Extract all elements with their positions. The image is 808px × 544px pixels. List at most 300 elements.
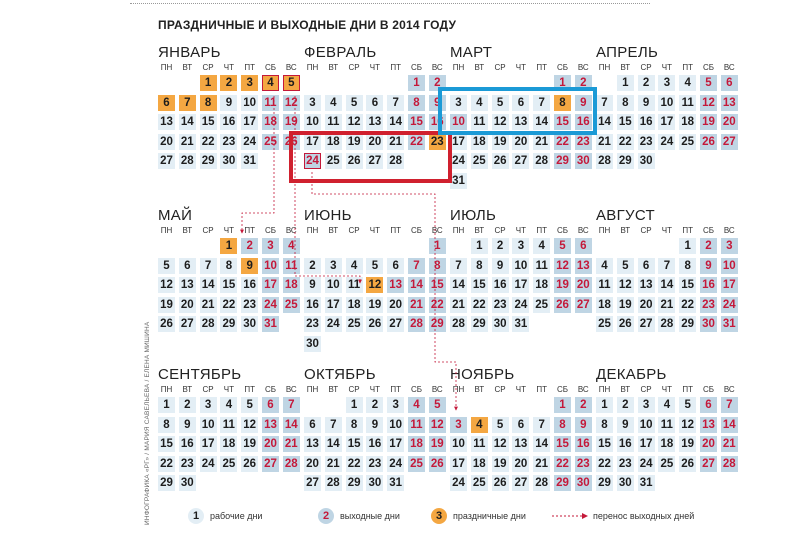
day-cell: 18 — [596, 297, 613, 313]
day-cell: 28 — [408, 316, 425, 332]
day-cell: 2 — [366, 397, 383, 413]
day-cell: 6 — [366, 95, 383, 111]
day-cell: 22 — [554, 456, 571, 472]
day-cell: 3 — [721, 238, 738, 254]
day-cell: 30 — [575, 475, 592, 491]
day-cell: 28 — [200, 316, 217, 332]
day-cell: 11 — [533, 258, 550, 274]
day-cell: 25 — [346, 316, 363, 332]
day-cell: 8 — [429, 258, 446, 274]
weekday-header: ВТ — [182, 226, 193, 235]
day-cell: 4 — [679, 75, 696, 91]
day-cell: 26 — [346, 153, 363, 169]
day-cell: 11 — [346, 277, 363, 293]
day-cell: 20 — [179, 297, 196, 313]
day-cell: 20 — [366, 134, 383, 150]
weekday-header: ВС — [723, 385, 735, 394]
weekday-header: ВС — [285, 385, 297, 394]
day-cell: 26 — [554, 297, 571, 313]
day-cell: 29 — [158, 475, 175, 491]
day-cell: 1 — [596, 397, 613, 413]
day-cell: 23 — [241, 297, 258, 313]
day-cell: 27 — [638, 316, 655, 332]
weekday-header: ВС — [577, 63, 589, 72]
day-cell: 3 — [638, 397, 655, 413]
weekday-header: ПН — [452, 385, 465, 394]
day-cell: 21 — [450, 297, 467, 313]
day-cell: 17 — [450, 456, 467, 472]
day-cell: 15 — [408, 114, 425, 130]
infographic-credit: ИНФОГРАФИКА «РГ» / МАРИЯ САВЕЛЬЕВА / ЕЛЕНА МИШИНА — [144, 321, 151, 525]
day-cell: 9 — [575, 95, 592, 111]
day-cell: 21 — [658, 297, 675, 313]
day-cell: 11 — [220, 417, 237, 433]
day-cell: 23 — [179, 456, 196, 472]
day-cell: 8 — [679, 258, 696, 274]
day-cell: 27 — [304, 475, 321, 491]
day-cell: 13 — [512, 114, 529, 130]
legend-holiday-swatch: 3 — [431, 508, 447, 524]
day-cell: 9 — [220, 95, 237, 111]
day-cell: 27 — [262, 456, 279, 472]
weekday-header: СР — [202, 385, 214, 394]
day-cell: 17 — [262, 277, 279, 293]
weekday-header: ПТ — [390, 226, 401, 235]
day-cell: 13 — [575, 258, 592, 274]
month-name: АВГУСТ — [596, 207, 655, 224]
weekday-header: ПТ — [682, 63, 693, 72]
weekday-header: ВС — [285, 63, 297, 72]
weekday-header: СБ — [556, 385, 569, 394]
day-cell: 5 — [366, 258, 383, 274]
day-cell: 20 — [387, 297, 404, 313]
day-cell: 13 — [638, 277, 655, 293]
day-cell: 28 — [533, 475, 550, 491]
day-cell: 29 — [596, 475, 613, 491]
day-cell: 27 — [179, 316, 196, 332]
day-cell: 9 — [575, 417, 592, 433]
day-cell: 8 — [346, 417, 363, 433]
day-cell: 25 — [679, 134, 696, 150]
day-cell: 24 — [200, 456, 217, 472]
weekday-header: СБ — [264, 385, 277, 394]
month-name: ФЕВРАЛЬ — [304, 44, 377, 61]
day-cell: 9 — [617, 417, 634, 433]
day-cell: 10 — [721, 258, 738, 274]
weekday-header: ВТ — [328, 226, 339, 235]
day-cell: 15 — [471, 277, 488, 293]
day-cell: 24 — [658, 134, 675, 150]
day-cell: 10 — [304, 114, 321, 130]
day-cell: 31 — [721, 316, 738, 332]
weekday-header: ПН — [598, 226, 611, 235]
day-cell: 25 — [408, 456, 425, 472]
day-cell: 28 — [596, 153, 613, 169]
day-cell: 2 — [617, 397, 634, 413]
day-cell: 11 — [658, 417, 675, 433]
month-block — [158, 366, 306, 516]
day-cell: 12 — [617, 277, 634, 293]
day-cell: 20 — [700, 436, 717, 452]
weekday-header: СБ — [410, 226, 423, 235]
day-cell: 23 — [575, 456, 592, 472]
weekday-header: ВС — [577, 226, 589, 235]
day-cell: 27 — [512, 475, 529, 491]
month-block — [596, 44, 744, 194]
day-cell: 7 — [658, 258, 675, 274]
day-cell: 16 — [304, 297, 321, 313]
day-cell: 28 — [658, 316, 675, 332]
day-cell: 2 — [220, 75, 237, 91]
day-cell: 17 — [638, 436, 655, 452]
day-cell: 11 — [471, 114, 488, 130]
day-cell: 12 — [346, 114, 363, 130]
weekday-header: ЧТ — [223, 63, 234, 72]
day-cell: 30 — [179, 475, 196, 491]
day-cell: 15 — [346, 436, 363, 452]
day-cell: 18 — [471, 134, 488, 150]
day-cell: 23 — [220, 134, 237, 150]
day-cell: 3 — [450, 417, 467, 433]
day-cell: 6 — [262, 397, 279, 413]
day-cell: 21 — [596, 134, 613, 150]
day-cell: 5 — [241, 397, 258, 413]
day-cell: 22 — [346, 456, 363, 472]
day-cell: 26 — [366, 316, 383, 332]
day-cell: 23 — [492, 297, 509, 313]
month-name: ОКТЯБРЬ — [304, 366, 376, 383]
weekday-header: ПН — [452, 63, 465, 72]
day-cell: 31 — [241, 153, 258, 169]
day-cell: 14 — [387, 114, 404, 130]
day-cell: 19 — [283, 114, 300, 130]
day-cell: 18 — [262, 114, 279, 130]
weekday-header: СР — [202, 63, 214, 72]
weekday-header: ПТ — [244, 226, 255, 235]
day-cell: 1 — [220, 238, 237, 254]
day-cell: 1 — [471, 238, 488, 254]
day-cell: 30 — [241, 316, 258, 332]
day-cell: 24 — [450, 475, 467, 491]
day-cell: 14 — [533, 436, 550, 452]
weekday-header: ВС — [285, 226, 297, 235]
day-cell: 31 — [638, 475, 655, 491]
day-cell: 11 — [679, 95, 696, 111]
day-cell: 4 — [658, 397, 675, 413]
day-cell: 27 — [366, 153, 383, 169]
day-cell: 24 — [512, 297, 529, 313]
day-cell: 2 — [304, 258, 321, 274]
weekday-header: ПН — [306, 385, 319, 394]
day-cell: 7 — [325, 417, 342, 433]
page-title: ПРАЗДНИЧНЫЕ И ВЫХОДНЫЕ ДНИ В 2014 ГОДУ — [158, 18, 457, 32]
day-cell: 14 — [325, 436, 342, 452]
day-cell: 2 — [492, 238, 509, 254]
day-cell: 26 — [241, 456, 258, 472]
day-cell: 28 — [179, 153, 196, 169]
day-cell: 10 — [450, 114, 467, 130]
weekday-header: СР — [494, 63, 506, 72]
month-name: СЕНТЯБРЬ — [158, 366, 242, 383]
day-cell: 29 — [554, 153, 571, 169]
day-cell: 13 — [721, 95, 738, 111]
day-cell: 25 — [262, 134, 279, 150]
day-cell: 8 — [158, 417, 175, 433]
day-cell: 22 — [596, 456, 613, 472]
day-cell: 16 — [366, 436, 383, 452]
day-cell: 15 — [679, 277, 696, 293]
day-cell: 12 — [700, 95, 717, 111]
day-cell: 1 — [679, 238, 696, 254]
day-cell: 17 — [304, 134, 321, 150]
weekday-header: ВС — [431, 385, 443, 394]
day-cell: 29 — [617, 153, 634, 169]
day-cell: 3 — [512, 238, 529, 254]
day-cell: 8 — [554, 417, 571, 433]
day-cell: 22 — [679, 297, 696, 313]
day-cell: 30 — [220, 153, 237, 169]
day-cell: 9 — [241, 258, 258, 274]
day-cell: 4 — [262, 75, 279, 91]
day-cell: 25 — [471, 153, 488, 169]
day-cell: 5 — [492, 417, 509, 433]
day-cell: 5 — [492, 95, 509, 111]
day-cell: 3 — [658, 75, 675, 91]
day-cell: 9 — [179, 417, 196, 433]
weekday-header: СР — [348, 226, 360, 235]
day-cell: 5 — [554, 238, 571, 254]
day-cell: 30 — [575, 153, 592, 169]
day-cell: 22 — [408, 134, 425, 150]
day-cell: 23 — [304, 316, 321, 332]
day-cell: 22 — [429, 297, 446, 313]
day-cell: 1 — [554, 75, 571, 91]
day-cell: 25 — [283, 297, 300, 313]
day-cell: 12 — [492, 436, 509, 452]
day-cell: 25 — [325, 153, 342, 169]
day-cell: 10 — [200, 417, 217, 433]
day-cell: 5 — [429, 397, 446, 413]
day-cell: 26 — [429, 456, 446, 472]
day-cell: 8 — [220, 258, 237, 274]
day-cell: 31 — [450, 173, 467, 189]
day-cell: 27 — [387, 316, 404, 332]
day-cell: 15 — [220, 277, 237, 293]
day-cell: 7 — [283, 397, 300, 413]
day-cell: 9 — [429, 95, 446, 111]
day-cell: 4 — [471, 417, 488, 433]
day-cell: 26 — [700, 134, 717, 150]
day-cell: 26 — [679, 456, 696, 472]
day-cell: 13 — [179, 277, 196, 293]
weekday-header: ЧТ — [515, 63, 526, 72]
day-cell: 29 — [471, 316, 488, 332]
day-cell: 24 — [241, 134, 258, 150]
day-cell: 19 — [679, 436, 696, 452]
day-cell: 3 — [387, 397, 404, 413]
day-cell: 22 — [158, 456, 175, 472]
weekday-header: ПТ — [536, 63, 547, 72]
day-cell: 12 — [554, 258, 571, 274]
day-cell: 6 — [158, 95, 175, 111]
day-cell: 13 — [387, 277, 404, 293]
weekday-header: ВС — [577, 385, 589, 394]
day-cell: 16 — [492, 277, 509, 293]
day-cell: 13 — [366, 114, 383, 130]
month-block — [450, 44, 598, 194]
month-block — [450, 207, 598, 357]
day-cell: 20 — [575, 277, 592, 293]
day-cell: 27 — [512, 153, 529, 169]
legend-dayoff-swatch: 2 — [318, 508, 334, 524]
day-cell: 16 — [638, 114, 655, 130]
day-cell: 15 — [429, 277, 446, 293]
day-cell: 25 — [471, 475, 488, 491]
day-cell: 12 — [241, 417, 258, 433]
day-cell: 18 — [325, 134, 342, 150]
day-cell: 28 — [387, 153, 404, 169]
month-block — [304, 44, 452, 194]
day-cell: 2 — [575, 397, 592, 413]
day-cell: 30 — [366, 475, 383, 491]
day-cell: 29 — [554, 475, 571, 491]
day-cell: 20 — [262, 436, 279, 452]
day-cell: 14 — [179, 114, 196, 130]
month-name: НОЯБРЬ — [450, 366, 515, 383]
weekday-header: СБ — [410, 63, 423, 72]
day-cell: 13 — [158, 114, 175, 130]
weekday-header: ВТ — [182, 63, 193, 72]
weekday-header: ЧТ — [369, 385, 380, 394]
day-cell: 19 — [492, 134, 509, 150]
day-cell: 11 — [325, 114, 342, 130]
weekday-header: ПТ — [244, 63, 255, 72]
weekday-header: ЧТ — [515, 226, 526, 235]
day-cell: 19 — [346, 134, 363, 150]
day-cell: 20 — [158, 134, 175, 150]
day-cell: 16 — [575, 114, 592, 130]
day-cell: 16 — [429, 114, 446, 130]
weekday-header: ПН — [306, 226, 319, 235]
day-cell: 23 — [575, 134, 592, 150]
weekday-header: СБ — [410, 385, 423, 394]
day-cell: 24 — [638, 456, 655, 472]
weekday-header: ЧТ — [369, 63, 380, 72]
day-cell: 9 — [492, 258, 509, 274]
day-cell: 10 — [450, 436, 467, 452]
day-cell: 17 — [512, 277, 529, 293]
day-cell: 18 — [346, 297, 363, 313]
day-cell: 5 — [346, 95, 363, 111]
day-cell: 14 — [283, 417, 300, 433]
day-cell: 16 — [220, 114, 237, 130]
day-cell: 16 — [179, 436, 196, 452]
month-name: ИЮНЬ — [304, 207, 352, 224]
day-cell: 28 — [721, 456, 738, 472]
day-cell: 3 — [262, 238, 279, 254]
weekday-header: СР — [348, 385, 360, 394]
weekday-header: ЧТ — [369, 226, 380, 235]
weekday-header: СР — [494, 226, 506, 235]
month-block — [158, 44, 306, 194]
day-cell: 8 — [471, 258, 488, 274]
weekday-header: ВТ — [474, 385, 485, 394]
weekday-header: ЧТ — [223, 385, 234, 394]
legend-workday-swatch: 1 — [188, 508, 204, 524]
month-block — [596, 366, 744, 516]
weekday-header: ВТ — [620, 385, 631, 394]
day-cell: 24 — [450, 153, 467, 169]
day-cell: 1 — [200, 75, 217, 91]
day-cell: 6 — [304, 417, 321, 433]
day-cell: 2 — [241, 238, 258, 254]
weekday-header: ВС — [431, 63, 443, 72]
day-cell: 19 — [554, 277, 571, 293]
legend-transfer-arrow-icon — [550, 511, 590, 521]
day-cell: 22 — [471, 297, 488, 313]
day-cell: 23 — [617, 456, 634, 472]
day-cell: 8 — [596, 417, 613, 433]
weekday-header: СР — [640, 226, 652, 235]
day-cell: 26 — [492, 153, 509, 169]
day-cell: 10 — [512, 258, 529, 274]
weekday-header: СР — [348, 63, 360, 72]
day-cell: 19 — [700, 114, 717, 130]
day-cell: 25 — [596, 316, 613, 332]
day-cell: 11 — [262, 95, 279, 111]
day-cell: 17 — [387, 436, 404, 452]
day-cell: 15 — [596, 436, 613, 452]
day-cell: 24 — [325, 316, 342, 332]
day-cell: 19 — [492, 456, 509, 472]
day-cell: 18 — [283, 277, 300, 293]
day-cell: 4 — [346, 258, 363, 274]
weekday-header: ПТ — [390, 63, 401, 72]
day-cell: 30 — [304, 336, 321, 352]
weekday-header: СБ — [702, 385, 715, 394]
weekday-header: ВС — [723, 63, 735, 72]
day-cell: 22 — [617, 134, 634, 150]
day-cell: 17 — [200, 436, 217, 452]
day-cell: 24 — [721, 297, 738, 313]
weekday-header: ВС — [431, 226, 443, 235]
day-cell: 7 — [200, 258, 217, 274]
day-cell: 23 — [638, 134, 655, 150]
day-cell: 3 — [304, 95, 321, 111]
month-name: АПРЕЛЬ — [596, 44, 659, 61]
day-cell: 10 — [638, 417, 655, 433]
day-cell: 21 — [179, 134, 196, 150]
day-cell: 27 — [575, 297, 592, 313]
weekday-header: ПН — [598, 63, 611, 72]
day-cell: 1 — [554, 397, 571, 413]
day-cell: 19 — [429, 436, 446, 452]
day-cell: 3 — [241, 75, 258, 91]
day-cell: 26 — [492, 475, 509, 491]
weekday-header: СБ — [556, 226, 569, 235]
day-cell: 3 — [450, 95, 467, 111]
weekday-header: СБ — [702, 226, 715, 235]
day-cell: 15 — [200, 114, 217, 130]
day-cell: 28 — [533, 153, 550, 169]
day-cell: 6 — [638, 258, 655, 274]
day-cell: 6 — [575, 238, 592, 254]
legend-holiday-label: праздничные дни — [453, 511, 526, 521]
day-cell: 4 — [283, 238, 300, 254]
day-cell: 17 — [450, 134, 467, 150]
day-cell: 6 — [179, 258, 196, 274]
day-cell: 13 — [512, 436, 529, 452]
